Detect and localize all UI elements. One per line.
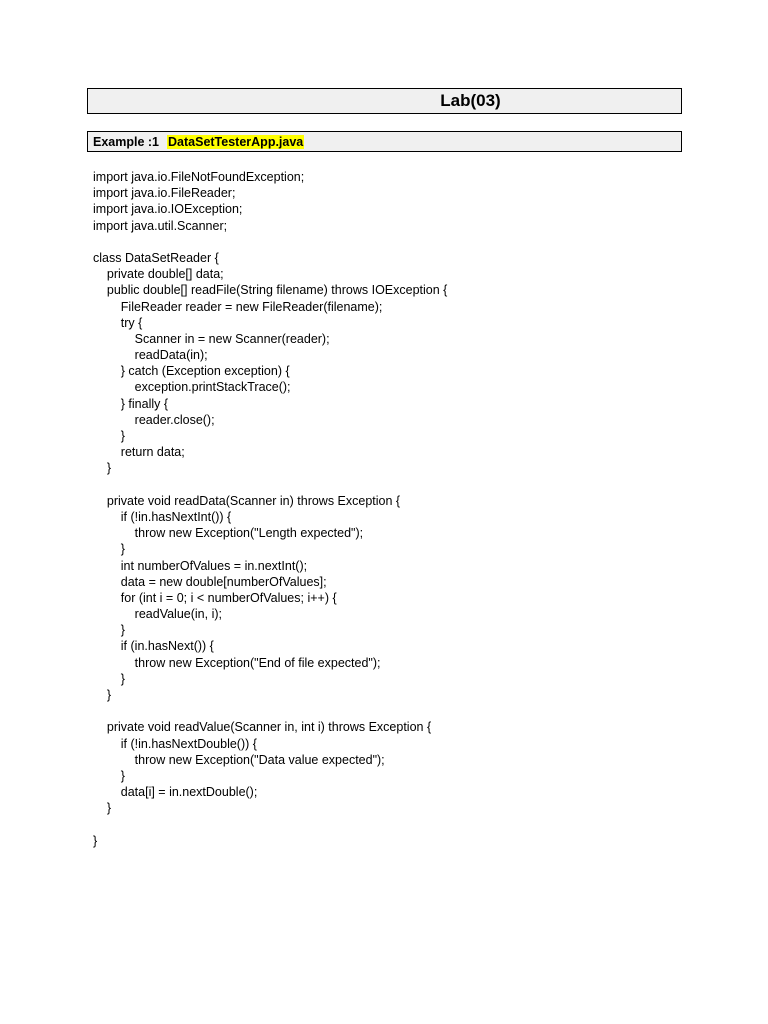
code-line: return data; [93, 445, 185, 460]
code-block [93, 169, 683, 849]
code-line: import java.io.FileReader; [93, 186, 236, 201]
code-line: private void readData(Scanner in) throws Exception { [93, 493, 401, 508]
code-line: } [93, 429, 125, 443]
code-line: if (!in.hasNextInt()) { [93, 509, 232, 524]
code-line: Scanner in = new Scanner(reader); [93, 331, 330, 346]
code-line: } [93, 688, 112, 702]
code-line: import java.util.Scanner; [93, 218, 228, 233]
code-line: } [93, 671, 125, 686]
code-line: } [93, 833, 98, 848]
code-line [93, 477, 683, 493]
code-line: class DataSetReader { [93, 250, 219, 265]
code-line: if (!in.hasNextDouble()) { [93, 736, 257, 751]
code-line: } catch (Exception exception) { [93, 364, 290, 379]
code-line: private void readValue(Scanner in, int i) throws Exception { [93, 720, 432, 735]
code-line: data[i] = in.nextDouble(); [93, 785, 258, 800]
code-line: if (in.hasNext()) { [93, 639, 214, 654]
example-header [87, 131, 682, 152]
code-line [93, 234, 683, 250]
code-line: } [93, 623, 125, 638]
code-line: } [93, 801, 112, 816]
example-label: Example :1 [93, 134, 160, 149]
code-line: readValue(in, i); [93, 607, 222, 622]
code-line: } [93, 542, 125, 557]
code-line: data = new double[numberOfValues]; [93, 574, 327, 589]
code-line: } [93, 768, 125, 783]
title-box [87, 88, 682, 114]
code-line [93, 703, 683, 719]
code-line: public double[] readFile(String filename) throws IOException { [93, 283, 448, 298]
code-line: reader.close(); [93, 412, 215, 427]
code-line: import java.io.FileNotFoundException; [93, 170, 305, 184]
code-line: exception.printStackTrace(); [93, 380, 291, 395]
code-line: try { [93, 315, 143, 330]
code-line: import java.io.IOException; [93, 202, 243, 217]
code-line: throw new Exception("Data value expected"); [93, 752, 385, 767]
example-filename: DataSetTesterApp.java [168, 134, 304, 149]
code-line [93, 817, 683, 833]
code-line: readData(in); [93, 348, 208, 363]
page-title: Lab(03) [440, 91, 501, 110]
code-line: } finally { [93, 396, 169, 411]
code-line: throw new Exception("End of file expected"); [93, 655, 381, 670]
code-line: for (int i = 0; i < numberOfValues; i++) { [93, 590, 337, 605]
code-line: } [93, 461, 112, 476]
code-line: private double[] data; [93, 267, 224, 282]
code-line: int numberOfValues = in.nextInt(); [93, 558, 308, 573]
code-line: FileReader reader = new FileReader(filename); [93, 299, 383, 314]
code-line: throw new Exception("Length expected"); [93, 526, 364, 541]
